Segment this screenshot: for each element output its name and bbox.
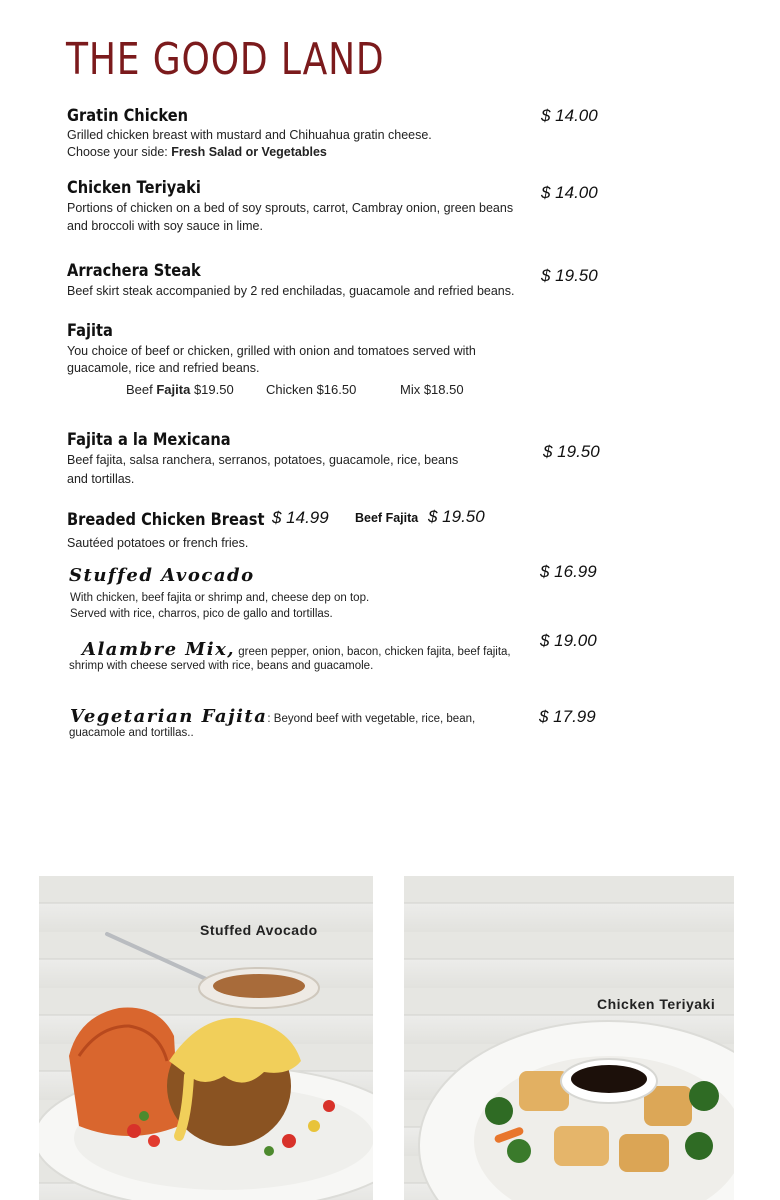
photo-chicken-teriyaki [404, 876, 734, 1200]
item-price: $ 19.00 [540, 631, 597, 650]
item-price: $ 14.99 [272, 508, 329, 527]
item-price: $ 16.99 [540, 562, 597, 581]
item-name: Breaded Chicken Breast [67, 510, 265, 530]
item-description-start: : Beyond beef with vegetable, rice, bean, [267, 713, 476, 725]
item-name: Fajita a la Mexicana [67, 430, 231, 450]
item-description: Sautéed potatoes or french fries. [67, 536, 249, 550]
item-name-line [70, 706, 475, 727]
item-description: With chicken, beef fajita or shrimp and, cheese dep on top. Served with rice, charros, pico de gallo and tortillas. [70, 592, 370, 620]
menu-title: THE GOOD LAND [66, 34, 385, 85]
item-description-start: green pepper, onion, bacon, chicken fajita, beef fajita, [235, 646, 511, 658]
item-price: $ 19.50 [541, 266, 598, 285]
chicken-teriyaki-plate-illustration [404, 876, 734, 1200]
item-name: Stuffed Avocado [69, 565, 255, 586]
item-price: $ 17.99 [539, 707, 596, 726]
item-name: Vegetarian Fajita [70, 706, 268, 727]
option-beef-fajita: Beef Fajita $19.50 [126, 382, 234, 397]
item-price: $ 19.50 [543, 442, 600, 461]
item-description: Beef skirt steak accompanied by 2 red enchiladas, guacamole and refried beans. [67, 284, 515, 298]
item-name: Fajita [67, 321, 113, 341]
item-name: Gratin Chicken [67, 106, 189, 126]
item-description: Portions of chicken on a bed of soy sprouts, carrot, Cambray onion, green beans and broccoli with soy sauce in lime. [67, 201, 514, 233]
item-price: $ 14.00 [541, 183, 598, 202]
item-name: Arrachera Steak [67, 261, 201, 281]
photo-stuffed-avocado [39, 876, 373, 1200]
option-mix: Mix $18.50 [400, 382, 464, 397]
item-description: guacamole and tortillas.. [69, 727, 194, 739]
item-description: Grilled chicken breast with mustard and Chihuahua gratin cheese. Choose your side: Fresh Salad or Vegetables [67, 128, 432, 159]
item-name: Chicken Teriyaki [67, 178, 201, 198]
beef-fajita-price: $ 19.50 [428, 507, 485, 526]
item-name-line [82, 639, 511, 660]
item-description: Beef fajita, salsa ranchera, serranos, potatoes, guacamole, rice, beans and tortillas. [67, 453, 459, 486]
photo-caption: Chicken Teriyaki [597, 996, 716, 1012]
beef-fajita-label: Beef Fajita [355, 511, 419, 525]
stuffed-avocado-plate-illustration [39, 876, 373, 1200]
item-description: shrimp with cheese served with rice, beans and guacamole. [69, 660, 374, 672]
photo-caption: Stuffed Avocado [200, 922, 318, 938]
item-name: Alambre Mix, [82, 639, 236, 660]
option-chicken: Chicken $16.50 [266, 382, 357, 397]
item-price: $ 14.00 [541, 106, 598, 125]
item-description: You choice of beef or chicken, grilled with onion and tomatoes served with guacamole, rice and refried beans. [67, 344, 476, 375]
